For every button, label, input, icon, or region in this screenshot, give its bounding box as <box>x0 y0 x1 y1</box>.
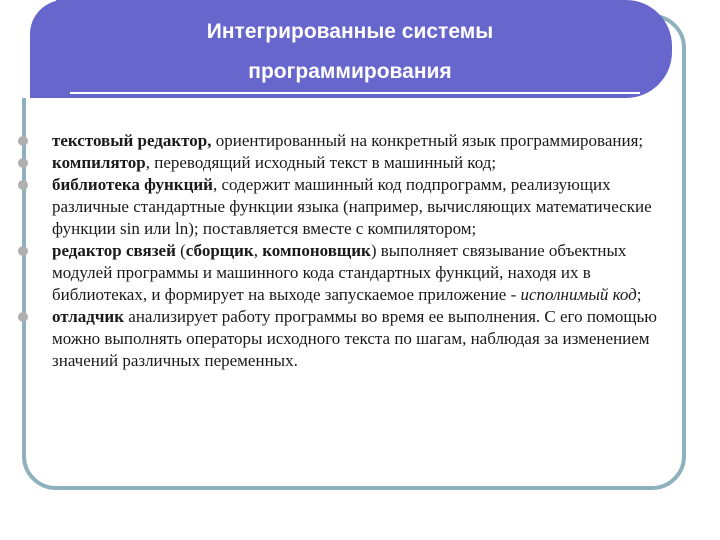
bullet-icon <box>18 180 28 190</box>
item-term: библиотека функций <box>52 175 213 194</box>
item-text: ориентированный на конкретный язык программирования; <box>211 131 644 150</box>
list-item <box>52 306 684 372</box>
item-text: , <box>253 241 263 260</box>
item-term: отладчик <box>52 307 125 326</box>
list-item <box>52 152 684 174</box>
list-item <box>52 130 684 152</box>
item-text: анализирует работу программы во время ее выполнения. С его помощью можно выполнять операторы исходного текста по шагам, наблюдая за изменением значений различных переменных. <box>52 307 657 370</box>
item-term: редактор связей <box>52 241 176 260</box>
item-text: ; <box>636 285 642 304</box>
bullet-list <box>52 130 684 372</box>
title-banner <box>0 0 672 98</box>
item-text: ) выполняет связывание объектных модулей программы и машинного кода стандартных функций, находя их в библиотеках, и формирует на выходе запускаемое приложение - <box>52 241 627 304</box>
title-line-1: Интегрированные системы <box>206 20 494 43</box>
list-item <box>52 174 684 240</box>
slide-title <box>60 0 640 98</box>
item-text: , переводящий исходный текст в машинный код; <box>145 153 497 172</box>
bullet-icon <box>18 158 28 168</box>
item-term: текстовый редактор, <box>52 131 212 150</box>
item-term-2: сборщик <box>185 241 254 260</box>
title-line-2: программирования <box>248 60 452 83</box>
item-text: ( <box>175 241 186 260</box>
item-text: , содержит машинный код подпрограмм, реализующих различные стандартные функции языка (например, вычисляющих математические функции sin или ln); поставляется вместе с компилятором; <box>52 175 652 238</box>
bullet-icon <box>18 246 28 256</box>
item-term-3: компоновщик <box>262 241 371 260</box>
item-italic-term: исполнимый код <box>520 285 637 304</box>
item-term: компилятор <box>52 153 146 172</box>
list-item <box>52 240 684 306</box>
title-underline <box>60 92 640 94</box>
bullet-icon <box>18 136 28 146</box>
bullet-icon <box>18 312 28 322</box>
